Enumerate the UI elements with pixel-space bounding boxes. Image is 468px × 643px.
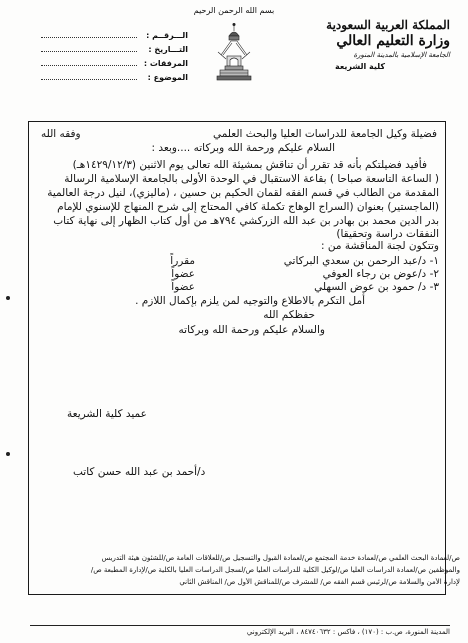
letter-body-box xyxy=(28,121,446,595)
body-line: المقدمة من الطالب في قسم الفقه لقمان الحكيم بن حسين ، (ماليزي)، لنيل درجة العالمية xyxy=(47,187,439,199)
greeting: السلام عليكم ورحمة الله وبركاته ....وبعد : xyxy=(151,142,335,154)
signatory-name: د/أحمد بن عبد الله حسن كاتب xyxy=(73,466,206,478)
ministry-header xyxy=(300,18,450,71)
addressee: فضيلة وكيل الجامعة للدراسات العليا والبحث العلمي xyxy=(212,128,437,140)
committee-member-name: ٣- د/ حمود بن عوض السهلي xyxy=(314,281,439,293)
field-line xyxy=(41,64,137,66)
contact-footer: المدينة المنورة، ص.ب : (١٧٠) ، فاكس : ٨٤٧٤٠٦٣٢ ، البريد الإلكتروني xyxy=(30,625,450,641)
field-number xyxy=(38,28,188,40)
college-name: كلية الشريعة xyxy=(334,62,386,71)
body-line: بدر الدين محمد بن بهادر بن عبد الله الزركشي ٧٩٤هـ من أول كتاب الظهار إلى نهاية كتاب xyxy=(53,215,439,227)
field-subject xyxy=(38,70,188,82)
body-line: فأفيد فضيلتكم بأنه قد تقرر أن تناقش بمشيئة الله تعالى يوم الاثنين (١٤٢٩/١٢/٣هـ) xyxy=(72,159,427,171)
punch-mark xyxy=(6,296,10,300)
reference-fields xyxy=(38,28,188,84)
body-line: النفقات دراسة وتحقيقا) xyxy=(336,228,439,240)
field-label: المرفقات : xyxy=(143,59,188,68)
committee-member-name: ١- د/عبد الرحمن بن سعدي البركاتي xyxy=(283,255,439,267)
distribution-line: والموظفين ص/لعمادة الدراسات العليا ص/لوكيل الكلية للدراسات العليا ص/لسجل الدراسات العليا بالكلية ص/لإدارة المطبعة ص/ xyxy=(90,566,460,574)
field-label: الـــرقــم : xyxy=(146,31,188,40)
committee-member-role: مقرراً xyxy=(170,255,195,267)
field-line xyxy=(41,36,137,38)
university-name: الجامعة الإسلامية بالمدينة المنورة xyxy=(353,51,450,59)
closing-blessing: حفظكم الله xyxy=(263,309,315,321)
committee-member-role: عضواً xyxy=(171,281,195,293)
addressee-blessing: وفقه الله xyxy=(41,128,81,140)
committee-member-name: ٢- د/عوض بن رجاء العوفي xyxy=(322,268,439,280)
committee-member-role: عضواً xyxy=(171,268,195,280)
body-line: ( الساعة التاسعة صباحا ) بقاعة الاستقبال في الوحدة الأولى بالجامعة الإسلامية الرسالة xyxy=(64,173,439,185)
field-line xyxy=(41,50,137,52)
punch-mark xyxy=(6,452,10,456)
field-label: التـــاريخ : xyxy=(148,45,188,54)
closing-salutation: والسلام عليكم ورحمة الله وبركاته xyxy=(178,324,325,336)
kingdom-name: المملكة العربية السعودية xyxy=(326,18,450,32)
distribution-line: لإدارة الأمن والسلامة ص/لرئيس قسم الفقه ص/ للمشرف ص/للمناقش الأول ص/ المناقش الثاني xyxy=(179,578,460,586)
basmala: بسم الله الرحمن الرحيم xyxy=(193,6,275,15)
body-line: (الماجستير) بعنوان (السراج الوهاج تكملة كافي المحتاج إلى شرح المنهاج للإسنوي للإمام xyxy=(57,201,439,213)
field-date xyxy=(38,42,188,54)
field-label: الموضوع : xyxy=(147,73,188,82)
field-line xyxy=(41,78,137,80)
field-attachments xyxy=(38,56,188,68)
ministry-name: وزارة التعليم العالي xyxy=(336,33,450,49)
university-emblem-icon xyxy=(212,22,256,84)
signatory-title: عميد كلية الشريعة xyxy=(67,408,147,420)
body-line: وتتكون لجنة المناقشة من : xyxy=(321,240,439,252)
closing-request: أمل التكرم بالاطلاع والتوجيه لمن يلزم بإكمال اللازم . xyxy=(135,295,365,307)
distribution-line: ص/لعمادة البحث العلمي ص/لعمادة خدمة المجتمع ص/لعمادة القبول والتسجيل ص/للعلاقات العامة ص/للشئون هيئة التدريس xyxy=(101,554,460,562)
